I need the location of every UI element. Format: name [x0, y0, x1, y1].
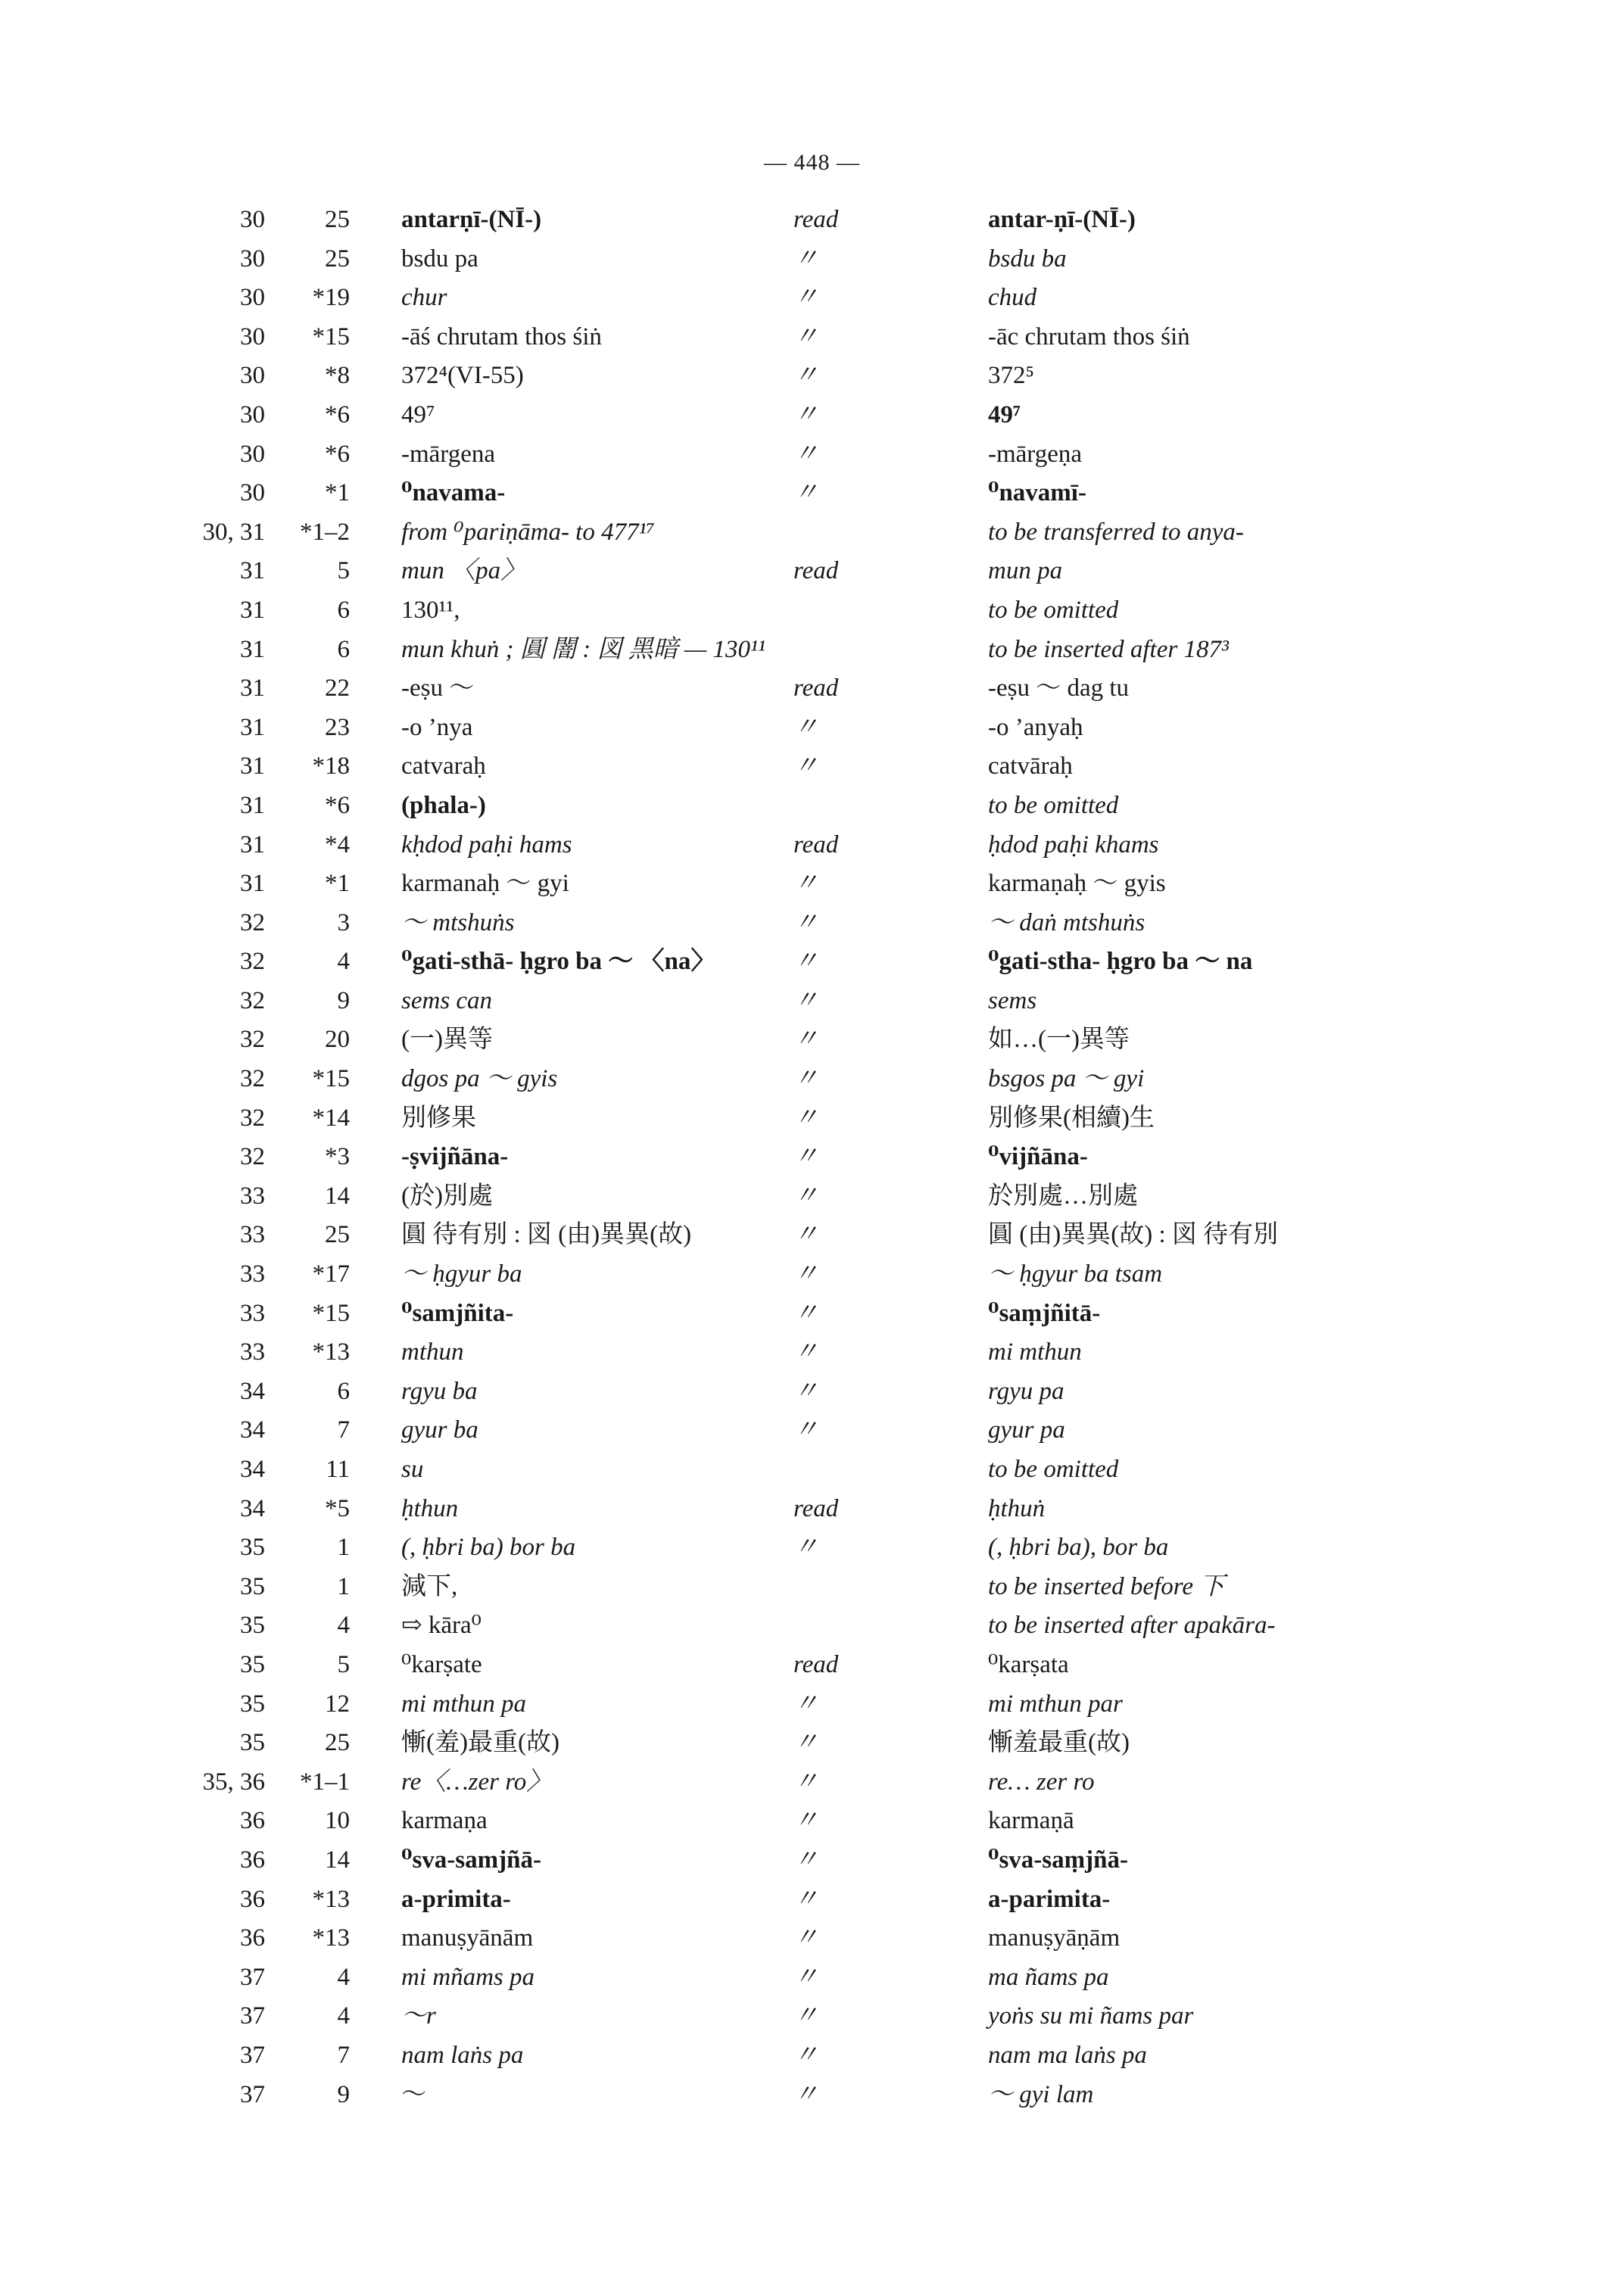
line-ref: *18 [312, 752, 350, 780]
read-marker: 〃 [793, 1963, 818, 1991]
errata-row [0, 1646, 1624, 1685]
line-ref: *1 [325, 479, 350, 507]
original-text: -ṣvijñāna- [401, 1143, 509, 1171]
line-ref: *13 [312, 1338, 350, 1366]
original-text: ～ ḥgyur ba [401, 1260, 522, 1288]
errata-row [0, 1763, 1624, 1802]
line-ref: *1–1 [300, 1768, 350, 1796]
original-text: ⁰sva-samjñā- [401, 1846, 541, 1874]
line-ref: 5 [337, 557, 350, 585]
errata-row [0, 2076, 1624, 2115]
read-marker: 〃 [793, 2080, 818, 2108]
corrected-text: to be inserted after apakāra- [988, 1612, 1276, 1640]
errata-row [0, 1138, 1624, 1177]
original-text: from ⁰pariṇāma- to 477¹⁷ [401, 518, 655, 546]
read-marker: 〃 [793, 1377, 818, 1405]
errata-row [0, 1411, 1624, 1450]
corrected-text: bsdu ba [988, 245, 1067, 273]
original-text: (phala-) [401, 791, 486, 819]
original-text: nam laṅs pa [401, 2041, 524, 2069]
page-ref: 35, 36 [202, 1768, 265, 1796]
corrected-text: to be omitted [988, 1456, 1119, 1483]
errata-row [0, 1255, 1624, 1294]
read-marker: 〃 [793, 284, 818, 312]
original-text: antarṇī-(NĪ-) [401, 206, 542, 233]
page-ref: 31 [240, 752, 265, 780]
original-text: (於)別處 [401, 1182, 493, 1210]
original-text: (一)異等 [401, 1026, 493, 1054]
errata-row [0, 787, 1624, 826]
line-ref: 5 [337, 1650, 350, 1678]
original-text: catvaraḥ [401, 752, 486, 780]
original-text: re〈…zer ro〉 [401, 1768, 552, 1796]
read-marker: read [793, 557, 839, 585]
corrected-text: ～ daṅ mtshuṅs [988, 908, 1146, 936]
page-ref: 30 [240, 284, 265, 312]
corrected-text: ⁰saṃjñitā- [988, 1299, 1101, 1327]
line-ref: 25 [325, 245, 350, 273]
page-number: — 448 — [764, 150, 860, 175]
page-ref: 33 [240, 1182, 265, 1210]
line-ref: 20 [325, 1026, 350, 1054]
corrected-text: ma ñams pa [988, 1963, 1109, 1991]
line-ref: 10 [325, 1807, 350, 1835]
line-ref: *3 [325, 1143, 350, 1171]
read-marker: 〃 [793, 1690, 818, 1718]
original-text: -eṣu ～ [401, 675, 475, 703]
original-text: a-primita- [401, 1885, 511, 1913]
read-marker: read [793, 1650, 839, 1678]
original-text: ⁰gati-sthā- ḥgro ba ～ 〈na〉 [401, 948, 716, 976]
corrected-text: catvāraḥ [988, 752, 1073, 780]
original-text: ⁰karṣate [401, 1650, 482, 1678]
errata-row [0, 1450, 1624, 1490]
original-text: 49⁷ [401, 400, 435, 428]
errata-row [0, 1020, 1624, 1060]
corrected-text: bsgos pa ～ gyi [988, 1065, 1145, 1093]
errata-row [0, 552, 1624, 591]
original-text: 別修果 [401, 1104, 476, 1132]
read-marker: 〃 [793, 2002, 818, 2030]
page-ref: 35 [240, 1612, 265, 1640]
page-ref: 32 [240, 1026, 265, 1054]
original-text: -āś chrutam thos śiṅ [401, 322, 602, 350]
original-text: ḥthun [401, 1494, 459, 1522]
read-marker: read [793, 1494, 839, 1522]
errata-row [0, 318, 1624, 357]
errata-row [0, 709, 1624, 748]
errata-row [0, 1216, 1624, 1255]
page-ref: 35 [240, 1650, 265, 1678]
line-ref: 4 [337, 2002, 350, 2030]
original-text: manuṣyānām [401, 1924, 534, 1952]
corrected-text: ～ gyi lam [988, 2080, 1094, 2108]
original-text: ～r [401, 2002, 436, 2030]
line-ref: 7 [337, 1416, 350, 1444]
page-ref: 32 [240, 986, 265, 1014]
original-text: dgos pa ～ gyis [401, 1065, 558, 1093]
page-ref: 36 [240, 1924, 265, 1952]
errata-row [0, 1177, 1624, 1217]
page-ref: 31 [240, 596, 265, 624]
line-ref: 25 [325, 206, 350, 233]
errata-row [0, 904, 1624, 943]
errata-row [0, 826, 1624, 865]
line-ref: 4 [337, 1612, 350, 1640]
read-marker: 〃 [793, 1416, 818, 1444]
line-ref: 6 [337, 1377, 350, 1405]
read-marker: 〃 [793, 1924, 818, 1952]
errata-row [0, 1919, 1624, 1958]
page-ref: 30 [240, 206, 265, 233]
read-marker: 〃 [793, 1885, 818, 1913]
read-marker: 〃 [793, 713, 818, 741]
errata-row [0, 1294, 1624, 1334]
corrected-text: (, ḥbri ba), bor ba [988, 1534, 1169, 1562]
line-ref: 22 [325, 675, 350, 703]
page-ref: 37 [240, 1963, 265, 1991]
original-text: mthun [401, 1338, 464, 1366]
original-text: ～ [401, 2080, 426, 2108]
line-ref: *4 [325, 830, 350, 858]
line-ref: 23 [325, 713, 350, 741]
page-ref: 33 [240, 1299, 265, 1327]
corrected-text: -o ’anyaḥ [988, 713, 1083, 741]
original-text: mi mñams pa [401, 1963, 535, 1991]
line-ref: 7 [337, 2041, 350, 2069]
corrected-text: to be transferred to anya- [988, 518, 1244, 546]
corrected-text: rgyu pa [988, 1377, 1064, 1405]
page-ref: 36 [240, 1846, 265, 1874]
corrected-text: ḥthuṅ [988, 1494, 1046, 1522]
read-marker: 〃 [793, 1065, 818, 1093]
errata-row [0, 1568, 1624, 1607]
line-ref: *13 [312, 1885, 350, 1913]
original-text: bsdu pa [401, 245, 478, 273]
page-ref: 32 [240, 1065, 265, 1093]
errata-row [0, 1333, 1624, 1372]
errata-row [0, 1528, 1624, 1568]
page-ref: 34 [240, 1494, 265, 1522]
read-marker: 〃 [793, 1768, 818, 1796]
corrected-text: sems [988, 986, 1037, 1014]
read-marker: read [793, 830, 839, 858]
page-ref: 31 [240, 557, 265, 585]
errata-row [0, 591, 1624, 631]
read-marker: 〃 [793, 1846, 818, 1874]
errata-row [0, 1724, 1624, 1763]
page-ref: 34 [240, 1377, 265, 1405]
errata-row [0, 747, 1624, 787]
line-ref: 3 [337, 908, 350, 936]
page-ref: 30 [240, 440, 265, 468]
line-ref: *6 [325, 791, 350, 819]
corrected-text: nam ma laṅs pa [988, 2041, 1147, 2069]
corrected-text: ⁰karṣata [988, 1650, 1069, 1678]
line-ref: *17 [312, 1260, 350, 1288]
corrected-text: to be inserted after 187³ [988, 635, 1229, 663]
original-text: su [401, 1456, 424, 1483]
original-text: mun 〈pa〉 [401, 557, 526, 585]
read-marker: 〃 [793, 1807, 818, 1835]
corrected-text: 慚羞最重(故) [988, 1729, 1130, 1757]
page-ref: 32 [240, 1143, 265, 1171]
corrected-text: ḥdod paḥi khams [988, 830, 1159, 858]
corrected-text: 如…(一)異等 [988, 1026, 1130, 1054]
page-ref: 35 [240, 1729, 265, 1757]
original-text: sems can [401, 986, 493, 1014]
line-ref: *15 [312, 1065, 350, 1093]
errata-row [0, 240, 1624, 279]
line-ref: *15 [312, 1299, 350, 1327]
original-text: ⇨ kāra⁰ [401, 1612, 482, 1640]
corrected-text: 372⁵ [988, 362, 1035, 390]
corrected-text: ⁰vijñāna- [988, 1143, 1088, 1171]
page-ref: 30 [240, 400, 265, 428]
page-ref: 33 [240, 1221, 265, 1249]
corrected-text: ⁰gati-stha- ḥgro ba ～ na [988, 948, 1253, 976]
original-text: 慚(羞)最重(故) [401, 1729, 560, 1757]
errata-row [0, 1958, 1624, 1998]
corrected-text: antar-ṇī-(NĪ-) [988, 206, 1136, 233]
read-marker: 〃 [793, 908, 818, 936]
read-marker: 〃 [793, 1299, 818, 1327]
read-marker: 〃 [793, 1143, 818, 1171]
errata-row [0, 1372, 1624, 1412]
original-text: mi mthun pa [401, 1690, 526, 1718]
corrected-text: mun pa [988, 557, 1063, 585]
page-ref: 32 [240, 948, 265, 976]
line-ref: *15 [312, 322, 350, 350]
page-ref: 37 [240, 2041, 265, 2069]
original-text: 372⁴(VI-55) [401, 362, 524, 390]
corrected-text: karmaṇā [988, 1807, 1074, 1835]
corrected-text: to be omitted [988, 596, 1119, 624]
original-text: ～ mtshuṅs [401, 908, 515, 936]
errata-row [0, 513, 1624, 553]
page-ref: 31 [240, 713, 265, 741]
page-ref: 30 [240, 322, 265, 350]
original-text: karmanaḥ ～ gyi [401, 870, 569, 898]
read-marker: 〃 [793, 322, 818, 350]
original-text: karmaṇa [401, 1807, 488, 1835]
original-text: (, ḥbri ba) bor ba [401, 1534, 576, 1562]
corrected-text: to be inserted before 下 [988, 1572, 1225, 1600]
corrected-text: 49⁷ [988, 400, 1021, 428]
line-ref: 14 [325, 1846, 350, 1874]
errata-row [0, 631, 1624, 670]
original-text: -mārgena [401, 440, 495, 468]
line-ref: *14 [312, 1104, 350, 1132]
line-ref: *5 [325, 1494, 350, 1522]
line-ref: *19 [312, 284, 350, 312]
line-ref: *1–2 [300, 518, 350, 546]
errata-row [0, 669, 1624, 709]
page-ref: 35 [240, 1690, 265, 1718]
line-ref: *6 [325, 440, 350, 468]
read-marker: 〃 [793, 362, 818, 390]
read-marker: 〃 [793, 400, 818, 428]
corrected-text: -eṣu ～ dag tu [988, 675, 1130, 703]
corrected-text: re… zer ro [988, 1768, 1095, 1796]
original-text: -o ’nya [401, 713, 473, 741]
errata-row [0, 1997, 1624, 2036]
errata-row [0, 396, 1624, 435]
read-marker: 〃 [793, 1221, 818, 1249]
original-text: rgyu ba [401, 1377, 478, 1405]
page-ref: 35 [240, 1534, 265, 1562]
read-marker: 〃 [793, 948, 818, 976]
corrected-text: a-parimita- [988, 1885, 1111, 1913]
errata-row [0, 201, 1624, 240]
line-ref: 4 [337, 948, 350, 976]
errata-row [0, 1060, 1624, 1099]
errata-row [0, 865, 1624, 904]
line-ref: 14 [325, 1182, 350, 1210]
page-ref: 35 [240, 1572, 265, 1600]
original-text: mun khuṅ ; 圓 闇 : 図 黑暗 — 130¹¹ [401, 635, 765, 663]
line-ref: 1 [337, 1534, 350, 1562]
errata-row [0, 357, 1624, 396]
page-ref: 30 [240, 362, 265, 390]
corrected-text: 於別處…別處 [988, 1182, 1138, 1210]
read-marker: 〃 [793, 870, 818, 898]
corrected-text: 圓 (由)異異(故) : 図 待有別 [988, 1221, 1279, 1249]
corrected-text: gyur pa [988, 1416, 1065, 1444]
corrected-text: karmaṇaḥ ～ gyis [988, 870, 1166, 898]
errata-table [0, 201, 1624, 2114]
read-marker: 〃 [793, 986, 818, 1014]
read-marker: 〃 [793, 440, 818, 468]
read-marker: 〃 [793, 1729, 818, 1757]
line-ref: *6 [325, 400, 350, 428]
line-ref: 11 [326, 1456, 350, 1483]
read-marker: 〃 [793, 1260, 818, 1288]
errata-row [0, 982, 1624, 1021]
line-ref: 6 [337, 635, 350, 663]
page-ref: 37 [240, 2080, 265, 2108]
page-ref: 30 [240, 479, 265, 507]
corrected-text: -āc chrutam thos śiṅ [988, 322, 1190, 350]
original-text: kḥdod paḥi hams [401, 830, 572, 858]
read-marker: 〃 [793, 1026, 818, 1054]
read-marker: 〃 [793, 479, 818, 507]
errata-row [0, 279, 1624, 318]
line-ref: 6 [337, 596, 350, 624]
errata-row [0, 1606, 1624, 1646]
line-ref: 9 [337, 2080, 350, 2108]
read-marker: read [793, 206, 839, 233]
page-ref: 34 [240, 1456, 265, 1483]
corrected-text: 別修果(相續)生 [988, 1104, 1155, 1132]
line-ref: 25 [325, 1729, 350, 1757]
page-ref: 37 [240, 2002, 265, 2030]
errata-row [0, 2036, 1624, 2076]
page-ref: 34 [240, 1416, 265, 1444]
corrected-text: mi mthun [988, 1338, 1082, 1366]
corrected-text: mi mthun par [988, 1690, 1123, 1718]
corrected-text: -mārgeṇa [988, 440, 1082, 468]
page-ref: 36 [240, 1885, 265, 1913]
errata-row [0, 942, 1624, 982]
line-ref: 4 [337, 1963, 350, 1991]
page-ref: 33 [240, 1260, 265, 1288]
line-ref: *8 [325, 362, 350, 390]
errata-row [0, 1490, 1624, 1529]
corrected-text: to be omitted [988, 791, 1119, 819]
original-text: gyur ba [401, 1416, 478, 1444]
page-ref: 31 [240, 870, 265, 898]
page-ref: 30, 31 [202, 518, 265, 546]
page-ref: 31 [240, 635, 265, 663]
errata-row [0, 1802, 1624, 1841]
corrected-text: ～ ḥgyur ba tsam [988, 1260, 1163, 1288]
original-text: 130¹¹, [401, 596, 460, 624]
read-marker: 〃 [793, 245, 818, 273]
line-ref: 1 [337, 1572, 350, 1600]
original-text: 減下, [401, 1572, 458, 1600]
errata-row [0, 1099, 1624, 1139]
read-marker: 〃 [793, 752, 818, 780]
errata-row [0, 435, 1624, 475]
page-ref: 31 [240, 675, 265, 703]
read-marker: 〃 [793, 1182, 818, 1210]
line-ref: *1 [325, 870, 350, 898]
read-marker: read [793, 675, 839, 703]
read-marker: 〃 [793, 1338, 818, 1366]
line-ref: 12 [325, 1690, 350, 1718]
page-ref: 33 [240, 1338, 265, 1366]
original-text: ⁰navama- [401, 479, 506, 507]
errata-row [0, 1880, 1624, 1920]
original-text: chur [401, 284, 447, 312]
page-ref: 32 [240, 1104, 265, 1132]
corrected-text: chud [988, 284, 1037, 312]
page-ref: 31 [240, 830, 265, 858]
line-ref: 9 [337, 986, 350, 1014]
corrected-text: ⁰sva-saṃjñā- [988, 1846, 1128, 1874]
original-text: 圓 待有別 : 図 (由)異異(故) [401, 1221, 692, 1249]
errata-row [0, 474, 1624, 513]
read-marker: 〃 [793, 2041, 818, 2069]
read-marker: 〃 [793, 1104, 818, 1132]
corrected-text: yoṅs su mi ñams par [988, 2002, 1194, 2030]
errata-row [0, 1841, 1624, 1880]
page-ref: 32 [240, 908, 265, 936]
read-marker: 〃 [793, 1534, 818, 1562]
page-ref: 31 [240, 791, 265, 819]
line-ref: 25 [325, 1221, 350, 1249]
line-ref: *13 [312, 1924, 350, 1952]
page-ref: 36 [240, 1807, 265, 1835]
corrected-text: manuṣyāṇām [988, 1924, 1121, 1952]
errata-row [0, 1685, 1624, 1724]
original-text: ⁰samjñita- [401, 1299, 514, 1327]
corrected-text: ⁰navamī- [988, 479, 1086, 507]
page-ref: 30 [240, 245, 265, 273]
